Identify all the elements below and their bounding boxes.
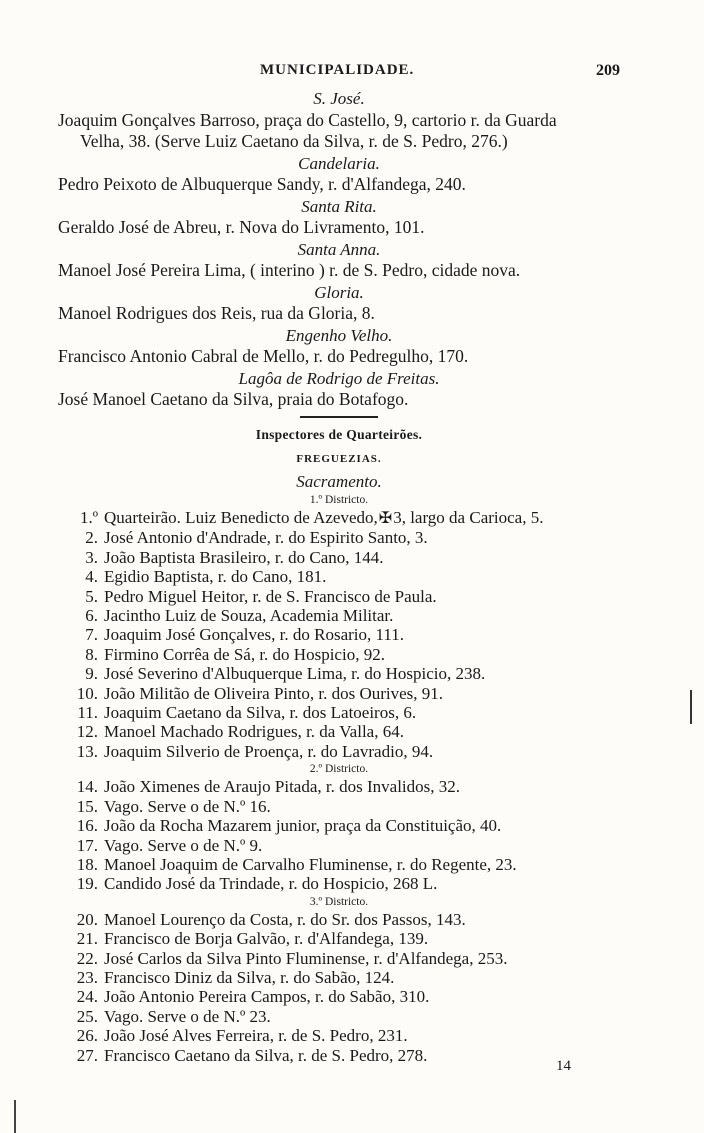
parish-heading: Gloria. <box>314 282 364 302</box>
inspector-entry <box>58 987 620 1006</box>
inspector-entry <box>58 1046 620 1065</box>
running-title: MUNICIPALIDADE. <box>260 62 415 78</box>
parish-heading: Lagôa de Rodrigo de Freitas. <box>238 368 440 388</box>
margin-mark-icon <box>690 690 692 724</box>
entry-number: 24. <box>76 987 98 1007</box>
entry-line: Velha, 38. (Serve Luiz Caetano da Silva, r. de S. Pedro, 276.) <box>80 131 508 151</box>
district-label: 3.º Districto. <box>309 895 369 908</box>
inspector-entry <box>58 722 620 741</box>
entry-number: 3. <box>85 547 98 567</box>
entry-line: Manoel José Pereira Lima, ( interino ) r. de S. Pedro, cidade nova. <box>58 260 521 280</box>
entry-text: Joaquim José Gonçalves, r. do Rosario, 111. <box>104 625 404 645</box>
entry-text: Firmino Corrêa de Sá, r. do Hospicio, 92. <box>104 644 385 664</box>
entry-text: José Antonio d'Andrade, r. do Espirito Santo, 3. <box>104 528 428 548</box>
inspector-entry <box>58 797 620 816</box>
entry-number: 6. <box>85 606 98 626</box>
page-edge-icon <box>14 1100 16 1133</box>
entry-number: 12. <box>76 722 98 742</box>
entry-text: João Antonio Pereira Campos, r. do Sabão, 310. <box>104 987 430 1007</box>
freguezias-subheading: FREGUEZIAS. <box>296 453 382 465</box>
inspector-entry <box>58 910 620 929</box>
inspector-entry <box>58 508 620 528</box>
inspector-entry <box>58 1007 620 1026</box>
inspector-entry <box>58 836 620 855</box>
inspectors-heading: Inspectores de Quarteirões. <box>255 426 423 442</box>
entry-line: José Manoel Caetano da Silva, praia do Botafogo. <box>58 389 409 409</box>
entry-text: João Ximenes de Araujo Pitada, r. dos Invalidos, 32. <box>104 777 461 797</box>
entry-text: Egidio Baptista, r. do Cano, 181. <box>104 567 327 587</box>
entry-number: 2. <box>85 528 98 548</box>
entry-text: Vago. Serve o de N.º 23. <box>104 1006 271 1026</box>
page-number: 209 <box>596 62 620 79</box>
entry-number: 17. <box>76 835 98 855</box>
entry-number: 8. <box>85 644 98 664</box>
inspector-entry <box>58 1026 620 1045</box>
inspector-entry <box>58 929 620 948</box>
parish-heading: Santa Rita. <box>301 196 377 216</box>
entry-number: 25. <box>76 1006 98 1026</box>
inspector-entry <box>58 816 620 835</box>
inspector-entry <box>58 528 620 547</box>
entry-text: Vago. Serve o de N.º 16. <box>104 796 271 816</box>
parish-heading: Sacramento. <box>296 471 382 491</box>
inspector-entry <box>58 664 620 683</box>
entry-number: 4. <box>85 567 98 587</box>
entry-text: Manoel Machado Rodrigues, r. da Valla, 64. <box>104 722 404 742</box>
entry-text: Vago. Serve o de N.º 9. <box>104 835 263 855</box>
entry-number: 16. <box>76 816 98 836</box>
inspector-entry <box>58 567 620 586</box>
section-rule <box>300 416 378 418</box>
entry-text: João Militão de Oliveira Pinto, r. dos Ourives, 91. <box>104 683 444 703</box>
district-label: 1.º Districto. <box>309 494 369 506</box>
inspector-entry <box>58 587 620 606</box>
entry-number: 22. <box>76 948 98 968</box>
entry-text: Francisco Caetano da Silva, r. de S. Pedro, 278. <box>104 1045 428 1065</box>
entry-text: Candido José da Trindade, r. do Hospicio, 268 L. <box>104 874 438 894</box>
entry-text: Francisco de Borja Galvão, r. d'Alfandega, 139. <box>104 929 429 949</box>
entry-number: 23. <box>76 967 98 987</box>
entry-text: Joaquim Caetano da Silva, r. dos Latoeiros, 6. <box>104 703 417 723</box>
parish-heading: Engenho Velho. <box>285 325 393 345</box>
entry-number: 11. <box>77 703 98 723</box>
inspector-entry <box>58 968 620 987</box>
entry-text: João Baptista Brasileiro, r. do Cano, 144. <box>104 547 384 567</box>
district-label: 2.º Districto. <box>309 763 369 776</box>
entry-text-post: 3, largo da Carioca, 5. <box>393 508 544 527</box>
entry-line: Francisco Antonio Cabral de Mello, r. do Pedregulho, 170. <box>58 346 469 366</box>
inspector-entry <box>58 742 620 761</box>
inspector-entry <box>58 645 620 664</box>
entry-number: 14. <box>76 777 98 797</box>
entry-text: João José Alves Ferreira, r. de S. Pedro, 231. <box>104 1026 408 1046</box>
inspector-entry <box>58 874 620 893</box>
entry-text: Jacintho Luiz de Souza, Academia Militar. <box>104 606 394 626</box>
entry-line: Manoel Rodrigues dos Reis, rua da Gloria, 8. <box>58 303 375 323</box>
entry-number: 10. <box>76 683 98 703</box>
inspector-entry <box>58 548 620 567</box>
entry-number: 9. <box>85 664 98 684</box>
entry-text: José Carlos da Silva Pinto Fluminense, r. d'Alfandega, 253. <box>104 948 508 968</box>
districts-list <box>58 492 620 1065</box>
entry-number: 13. <box>76 741 98 761</box>
entry-number: 1.º <box>79 508 98 527</box>
inspector-entry <box>58 625 620 644</box>
entry-line: Geraldo José de Abreu, r. Nova do Livramento, 101. <box>58 217 425 237</box>
entry-text: João da Rocha Mazarem junior, praça da Constituição, 40. <box>104 816 502 836</box>
parish-heading: S. José. <box>313 89 365 108</box>
entry-text: Manoel Lourenço da Costa, r. do Sr. dos Passos, 143. <box>104 909 466 929</box>
entry-number: 19. <box>76 874 98 894</box>
entry-number: 27. <box>76 1045 98 1065</box>
entry-number: 5. <box>85 586 98 606</box>
entry-line: Joaquim Gonçalves Barroso, praça do Castello, 9, cartorio r. da Guarda <box>58 109 557 130</box>
inspector-entry <box>58 949 620 968</box>
inspector-entry <box>58 703 620 722</box>
entry-number: 26. <box>76 1026 98 1046</box>
signature-mark: 14 <box>556 1058 571 1074</box>
entry-text <box>104 508 543 528</box>
running-head <box>60 62 620 86</box>
inspector-entry <box>58 777 620 796</box>
entry-text: Manoel Joaquim de Carvalho Fluminense, r. do Regente, 23. <box>104 854 517 874</box>
entry-text-pre: Quarteirão. Luiz Benedicto de Azevedo, <box>104 508 378 527</box>
entry-number: 18. <box>76 854 98 874</box>
entry-number: 7. <box>85 625 98 645</box>
entry-text: Joaquim Silverio de Proença, r. do Lavradio, 94. <box>104 741 434 761</box>
cross-of-order-icon: ✠ <box>378 510 393 527</box>
inspector-entry <box>58 684 620 703</box>
entry-text: José Severino d'Albuquerque Lima, r. do Hospicio, 238. <box>104 664 486 684</box>
entry-number: 21. <box>76 929 98 949</box>
parish-heading: Candelaria. <box>298 153 380 173</box>
entry-text: Pedro Miguel Heitor, r. de S. Francisco de Paula. <box>104 586 437 606</box>
entry-number: 15. <box>76 796 98 816</box>
entry-number: 20. <box>76 909 98 929</box>
municipal-section <box>58 88 620 1065</box>
entry-line: Pedro Peixoto de Albuquerque Sandy, r. d'Alfandega, 240. <box>58 174 466 194</box>
inspector-entry <box>58 855 620 874</box>
parish-heading: Santa Anna. <box>297 239 381 259</box>
inspector-entry <box>58 606 620 625</box>
entry-text: Francisco Diniz da Silva, r. do Sabão, 124. <box>104 967 395 987</box>
